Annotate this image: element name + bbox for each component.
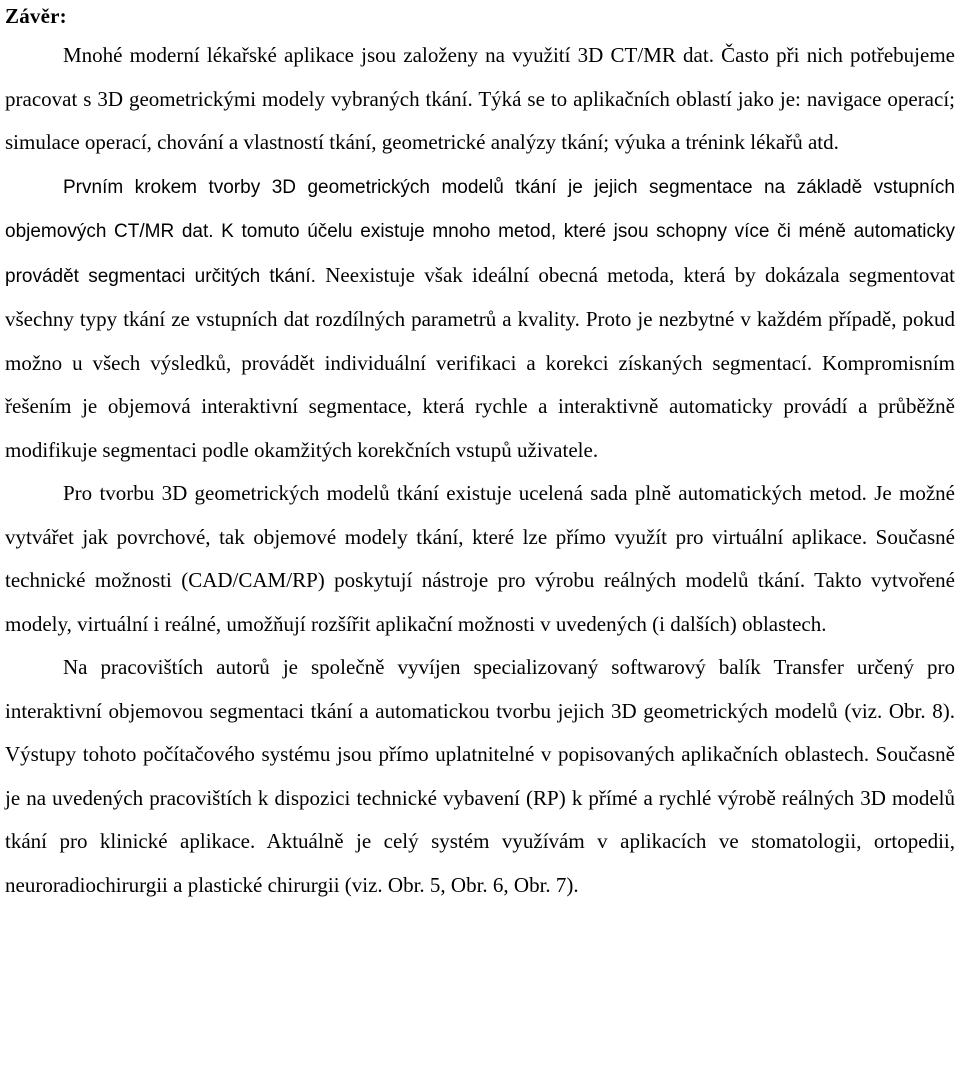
paragraph-text: Pro tvorbu 3D geometrických modelů tkání existuje ucelená sada plně automatických metod. Je možné vytvářet jak povrchové, tak objemové modely tkání, které lze přímo využít pro virtuální aplikace. Současné technické možnosti (CAD/CAM/RP) poskytují nástroje pro výrobu reálných modelů tkání. Takto vytvořené modely, virtuální i reálné, umožňují rozšířit aplikační možnosti v uvedených (i dalších) oblastech. (5, 481, 955, 636)
paragraph-1 (5, 34, 955, 165)
paragraph-text-sans: Prvním krokem tvorby 3D geometrických modelů tkání je jejich segmentace na základě vstupních objemových CT/MR dat. K tomuto účelu existuje mnoho metod, které jsou schopny více či méně automaticky provádět segmentaci určitých tkání. (5, 176, 955, 287)
paragraph-4 (5, 646, 955, 907)
paragraph-3 (5, 472, 955, 646)
section-heading: Závěr: (5, 4, 67, 28)
paragraph-2 (5, 165, 955, 473)
paragraph-text: Na pracovištích autorů je společně vyvíjen specializovaný softwarový balík Transfer určený pro interaktivní objemovou segmentaci tkání a automatickou tvorbu jejich 3D geometrických modelů (viz. Obr. 8). Výstupy tohoto počítačového systému jsou přímo uplatnitelné v popisovaných aplikačních oblastech. Současně je na uvedených pracovištích k dispozici technické vybavení (RP) k přímé a rychlé výrobě reálných 3D modelů tkání pro klinické aplikace. Aktuálně je celý systém využívám v aplikacích ve stomatologii, ortopedii, neuroradiochirurgii a plastické chirurgii (viz. Obr. 5, Obr. 6, Obr. 7). (5, 655, 955, 897)
paragraph-text: Mnohé moderní lékařské aplikace jsou založeny na využití 3D CT/MR dat. Často při nich potřebujeme pracovat s 3D geometrickými modely vybraných tkání. Týká se to aplikačních oblastí jako je: navigace operací; simulace operací, chování a vlastností tkání, geometrické analýzy tkání; výuka a trénink lékařů atd. (5, 43, 955, 154)
paragraph-text: Neexistuje však ideální obecná metoda, která by dokázala segmentovat všechny typy tkání ze vstupních dat rozdílných parametrů a kvality. Proto je nezbytné v každém případě, pokud možno u všech výsledků, provádět individuální verifikaci a korekci získaných segmentací. Kompromisním řešením je objemová interaktivní segmentace, která rychle a interaktivně automaticky provádí a průběžně modifikuje segmentaci podle okamžitých korekčních vstupů uživatele. (5, 262, 955, 462)
document-page (5, 0, 955, 907)
